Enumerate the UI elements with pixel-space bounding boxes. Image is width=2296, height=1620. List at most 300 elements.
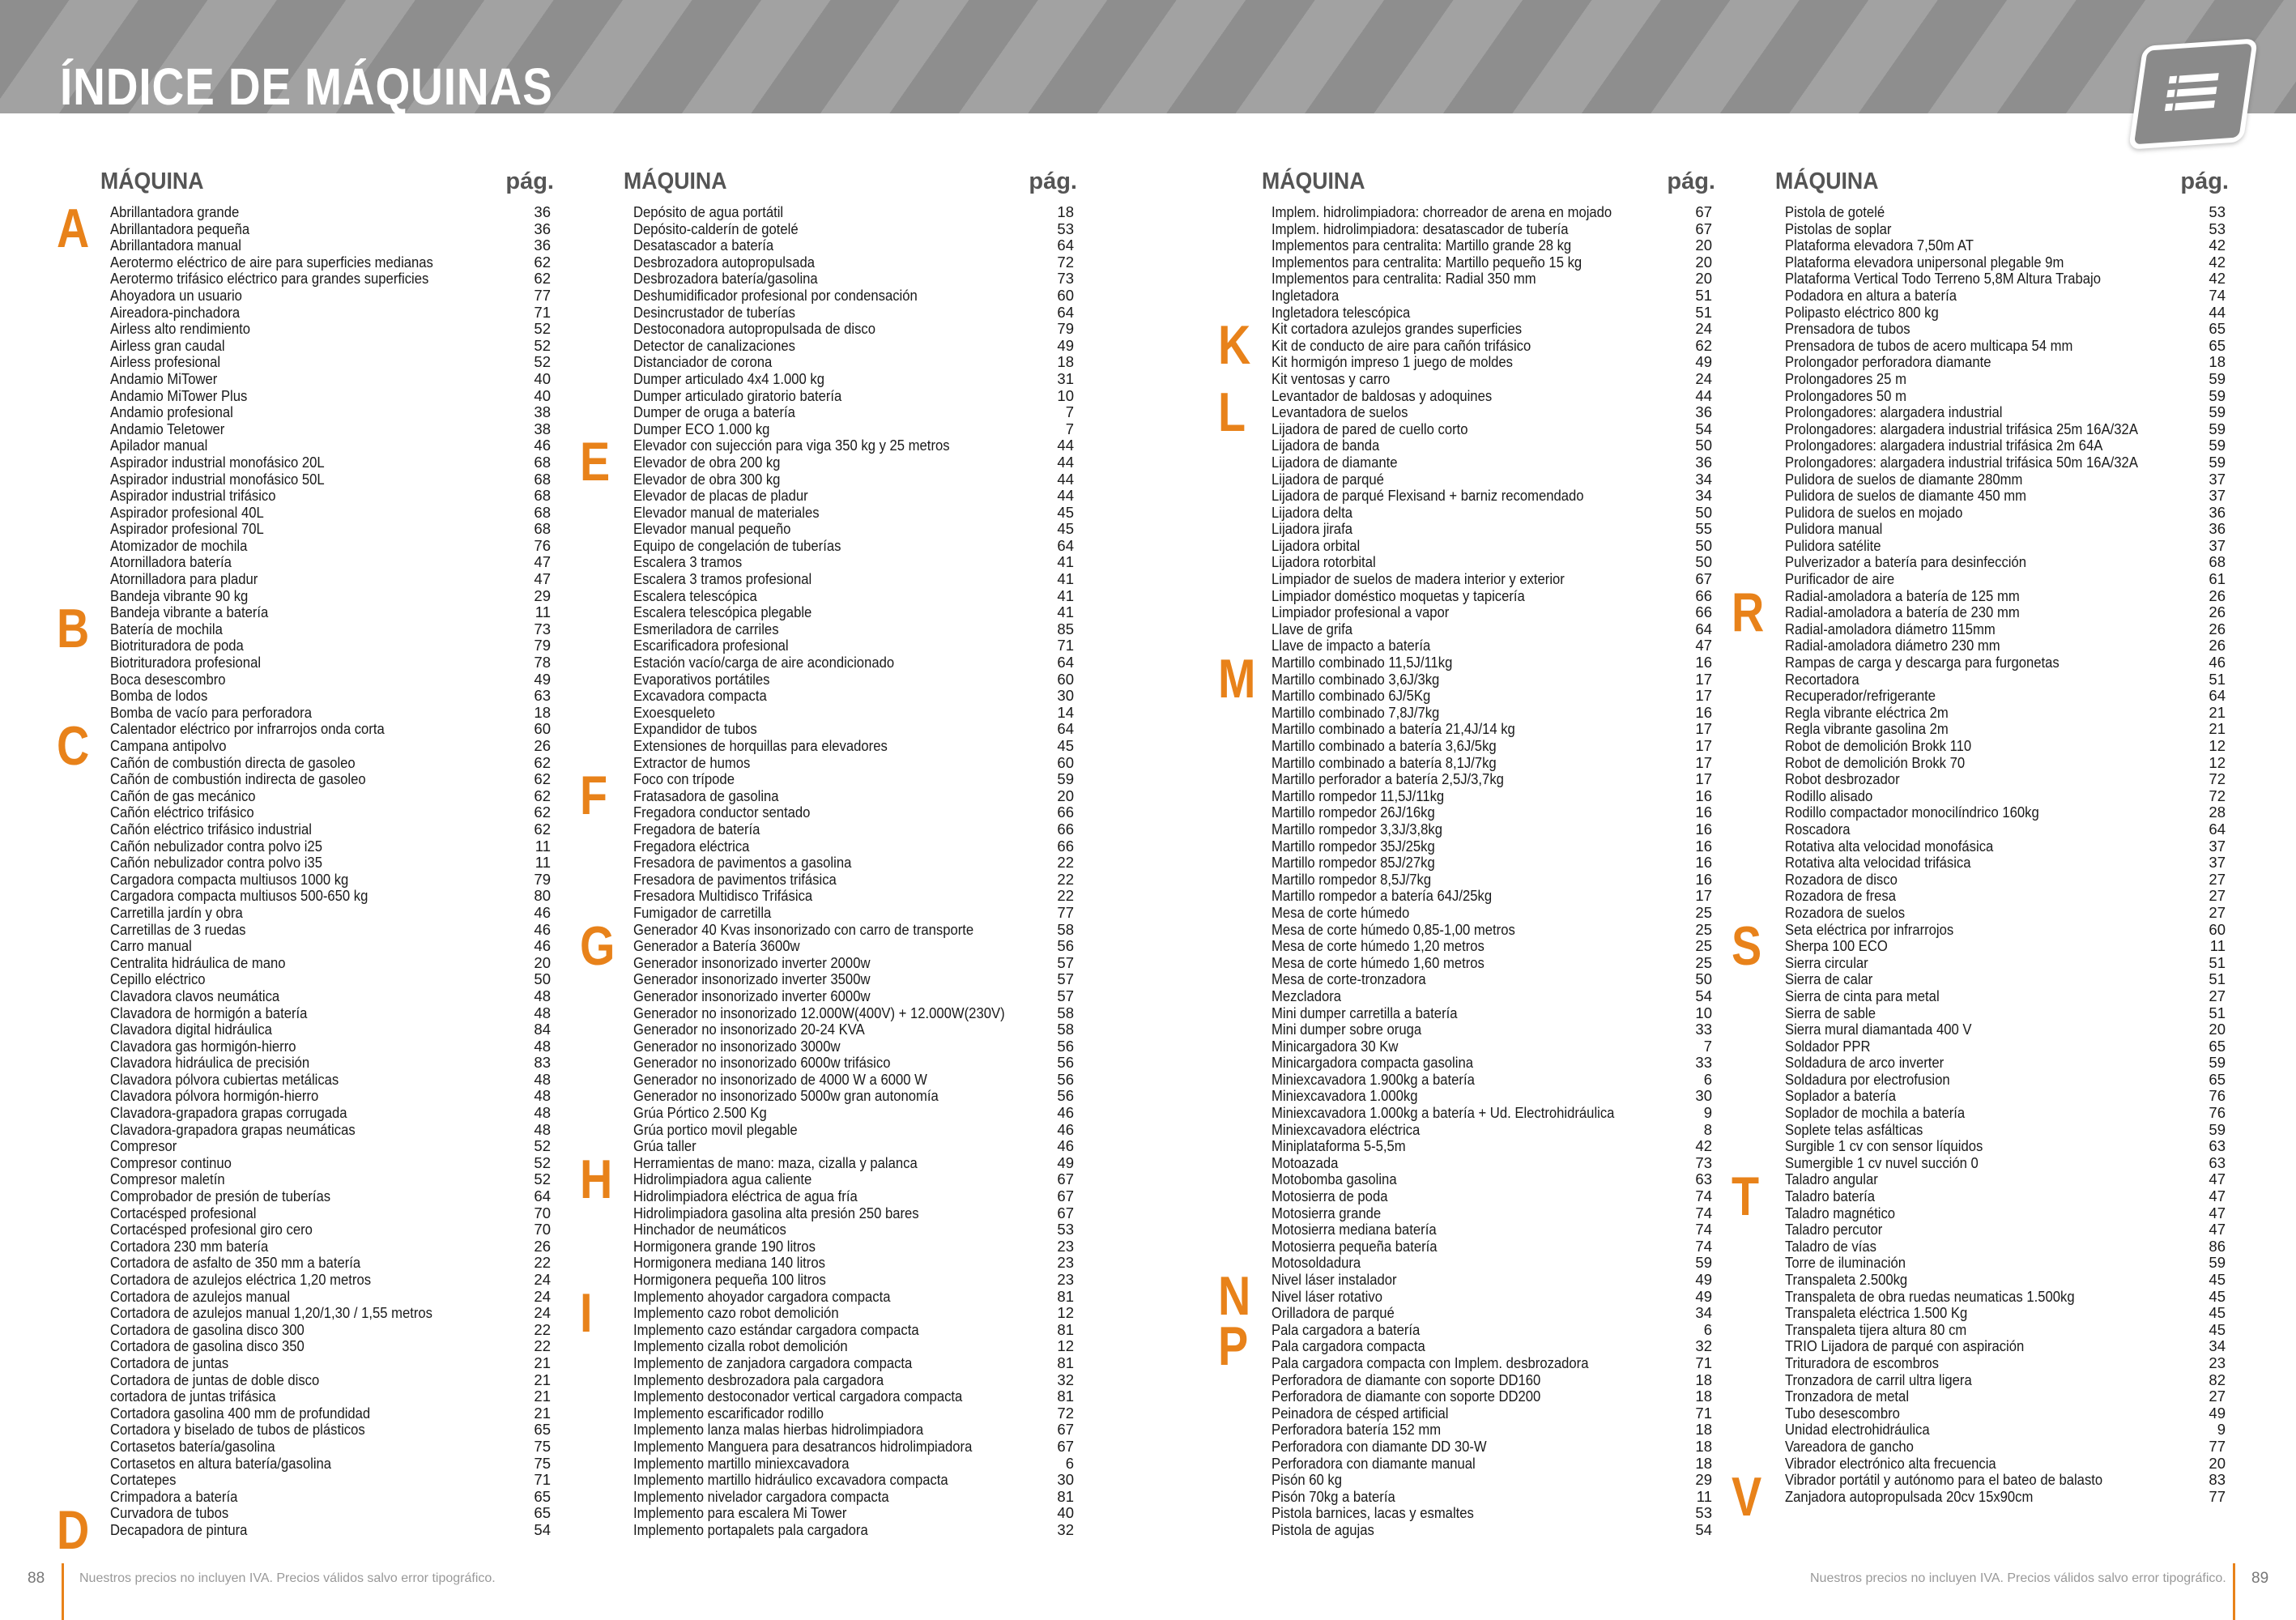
- index-entry: [1262, 1522, 1715, 1539]
- page-number: 27: [2209, 903, 2226, 921]
- page-number: 57: [1057, 987, 1074, 1004]
- machine-name: Hidrolimpiadora gasolina alta presión 250 bares: [633, 1204, 919, 1221]
- machine-name: Aerotermo eléctrico de aire para superficies medianas: [110, 253, 433, 271]
- index-entry: [100, 872, 554, 889]
- page-number: 20: [1695, 253, 1712, 271]
- page-number: 49: [534, 670, 551, 688]
- page-number: 16: [1695, 703, 1712, 721]
- machine-name: Fumigador de carretilla: [633, 903, 772, 921]
- page-number: 66: [1057, 837, 1074, 855]
- index-entry: [624, 237, 1077, 254]
- index-entry: [100, 1005, 554, 1022]
- machine-name: Dumper articulado giratorio batería: [633, 386, 842, 404]
- machine-name: Recortadora: [1785, 670, 1859, 688]
- machine-name: Motosierra pequeña batería: [1272, 1237, 1438, 1255]
- page-number: 44: [1057, 487, 1074, 505]
- machine-name: Dumper articulado 4x4 1.000 kg: [633, 369, 825, 387]
- machine-name: Sierra circular: [1785, 953, 1868, 971]
- index-entry: [624, 1405, 1077, 1422]
- index-entry: [624, 471, 1077, 488]
- index-entry: [1775, 688, 2229, 705]
- column-header: [624, 168, 1077, 204]
- machine-name: Martillo combinado 11,5J/11kg: [1272, 654, 1453, 671]
- machine-name: Motosierra mediana batería: [1272, 1221, 1437, 1238]
- section-letter-d: D: [57, 1498, 90, 1561]
- index-entry: [624, 705, 1077, 722]
- page-number: 26: [2209, 603, 2226, 621]
- page-number: 65: [2209, 1037, 2226, 1055]
- index-entry: [1775, 637, 2229, 654]
- machine-name: Generador insonorizado inverter 2000w: [633, 953, 871, 971]
- index-entry: [1262, 1472, 1715, 1489]
- machine-name: Elevador con sujección para viga 350 kg y 25 metros: [633, 437, 950, 454]
- machine-name: Polipasto eléctrico 800 kg: [1785, 303, 1939, 321]
- index-entry: [624, 1372, 1077, 1389]
- machine-name: Elevador manual de materiales: [633, 503, 820, 521]
- index-entry: [1775, 371, 2229, 388]
- page-number: 45: [2209, 1287, 2226, 1305]
- page-number: 8: [1703, 1120, 1712, 1138]
- index-entry: [100, 1038, 554, 1055]
- machine-name: Pala cargadora compacta con Implem. desbrozadora: [1272, 1354, 1589, 1371]
- machine-name: Lijadora de parqué: [1272, 470, 1384, 488]
- machine-name: Mesa de corte húmedo: [1272, 903, 1410, 921]
- machine-name: Grúa taller: [633, 1137, 696, 1155]
- index-entry: [624, 988, 1077, 1005]
- index-entry: [624, 354, 1077, 371]
- page-heading: pág.: [1667, 168, 1715, 194]
- page-number: 44: [1695, 386, 1712, 404]
- machine-name: Bandeja vibrante 90 kg: [110, 586, 249, 604]
- page-number: 23: [1057, 1254, 1074, 1272]
- index-entry: [1262, 1255, 1715, 1272]
- machine-name: TRIO Lijadora de parqué con aspiración: [1785, 1337, 2025, 1355]
- page-number: 62: [534, 787, 551, 804]
- page-number: 54: [1695, 1520, 1712, 1538]
- index-entry: [1262, 1021, 1715, 1038]
- machine-name: Calentador eléctrico por infrarrojos onda corta: [110, 720, 385, 738]
- index-entry: [1775, 1005, 2229, 1022]
- machine-name: Curvadora de tubos: [110, 1504, 229, 1522]
- machine-name: Pala cargadora compacta: [1272, 1337, 1425, 1355]
- machine-name: Cepillo eléctrico: [110, 970, 206, 988]
- page-number: 40: [534, 369, 551, 387]
- page-number: 59: [2209, 1120, 2226, 1138]
- index-entry: [100, 1522, 554, 1539]
- page-number: 44: [2209, 303, 2226, 321]
- machine-name: Rampas de carga y descarga para furgonetas: [1785, 654, 2060, 671]
- index-entry: [624, 1472, 1077, 1489]
- machine-name: Pisón 60 kg: [1272, 1471, 1343, 1489]
- index-entry: [1775, 654, 2229, 671]
- page-number: 42: [2209, 270, 2226, 288]
- page-number: 46: [534, 437, 551, 454]
- machine-name: Prensadora de tubos: [1785, 320, 1910, 338]
- page-number: 60: [1057, 286, 1074, 304]
- page-number: 64: [2209, 820, 2226, 838]
- index-entry: [100, 788, 554, 805]
- page-number: 71: [1057, 637, 1074, 654]
- section-letter-f: F: [580, 765, 608, 827]
- index-entry: [624, 1155, 1077, 1172]
- page-number: 23: [2209, 1354, 2226, 1371]
- page-number: 27: [2209, 1388, 2226, 1405]
- page-number: 12: [2209, 737, 2226, 754]
- machine-name: Cortadora de gasolina disco 300: [110, 1320, 305, 1338]
- machine-name: Miniexcavadora 1.000kg: [1272, 1087, 1418, 1105]
- page-number: 45: [1057, 520, 1074, 538]
- machine-name: Clavadora clavos neumática: [110, 987, 280, 1004]
- page-number: 58: [1057, 1021, 1074, 1038]
- page-number: 32: [1057, 1371, 1074, 1388]
- index-entry: [624, 721, 1077, 738]
- page-number: 60: [1057, 670, 1074, 688]
- page-number: 24: [534, 1287, 551, 1305]
- page-number: 65: [534, 1421, 551, 1439]
- page-number: 64: [534, 1187, 551, 1205]
- page-number: 32: [1057, 1520, 1074, 1538]
- page-number: 18: [1695, 1371, 1712, 1388]
- index-entry: [1262, 321, 1715, 338]
- machine-name: Rotativa alta velocidad monofásica: [1785, 837, 1994, 855]
- machine-name: Peinadora de césped artificial: [1272, 1404, 1449, 1422]
- page-number: 49: [1695, 1287, 1712, 1305]
- index-entry: [1775, 621, 2229, 638]
- machine-name: Prolongador perforadora diamante: [1785, 353, 1991, 371]
- index-entry: [1262, 905, 1715, 922]
- page-number: 58: [1057, 920, 1074, 938]
- page-number: 74: [1695, 1237, 1712, 1255]
- page-number: 40: [534, 386, 551, 404]
- index-entry: [1775, 321, 2229, 338]
- machine-name: Hormigonera mediana 140 litros: [633, 1254, 825, 1272]
- index-entry: [1775, 338, 2229, 355]
- machine-name: Clavadora pólvora hormigón-hierro: [110, 1087, 319, 1105]
- page-number: 47: [2209, 1204, 2226, 1221]
- page-number: 16: [1695, 837, 1712, 855]
- index-entry: [100, 338, 554, 355]
- index-entry: [624, 1021, 1077, 1038]
- machine-name: Clavadora-grapadora grapas neumáticas: [110, 1120, 356, 1138]
- page-number: 57: [1057, 970, 1074, 988]
- page-number: 45: [2209, 1271, 2226, 1288]
- page-number: 51: [2209, 953, 2226, 971]
- index-entry: [1262, 388, 1715, 405]
- index-entry: [624, 488, 1077, 505]
- index-entry: [1775, 1489, 2229, 1506]
- page-number: 34: [1695, 470, 1712, 488]
- index-entry: [1262, 621, 1715, 638]
- machine-name: Rozadora de fresa: [1785, 887, 1896, 905]
- machine-name: Lijadora de pared de cuello corto: [1272, 420, 1468, 437]
- machine-name: Lijadora jirafa: [1272, 520, 1352, 538]
- page-number: 46: [2209, 654, 2226, 671]
- index-column-4: [1732, 168, 2229, 1528]
- index-entry: [1775, 488, 2229, 505]
- page-number: 10: [1057, 386, 1074, 404]
- machine-name: Generador no insonorizado 5000w gran autonomía: [633, 1087, 939, 1105]
- page-number: 17: [1695, 887, 1712, 905]
- machine-name: Aireadora-pinchadora: [110, 303, 241, 321]
- index-entry: [100, 588, 554, 605]
- index-entry: [1775, 421, 2229, 438]
- page-number: 12: [1057, 1337, 1074, 1355]
- machine-name: Limpiador doméstico moquetas y tapicería: [1272, 586, 1525, 604]
- machine-name: Extractor de humos: [633, 753, 751, 771]
- index-entry: [1262, 254, 1715, 271]
- page-number: 50: [1695, 437, 1712, 454]
- index-entry: [624, 305, 1077, 322]
- machine-name: Cortadora de gasolina disco 350: [110, 1337, 305, 1355]
- page-number: 77: [534, 286, 551, 304]
- section-letter-a: A: [57, 198, 90, 259]
- index-entry: [1775, 604, 2229, 621]
- machine-name: Pulidora de suelos de diamante 280mm: [1785, 470, 2023, 488]
- machine-name: Implemento ahoyador cargadora compacta: [633, 1287, 891, 1305]
- index-entry: [100, 988, 554, 1005]
- page-number: 18: [1695, 1388, 1712, 1405]
- page-number: 29: [1695, 1471, 1712, 1489]
- index-entry: [624, 1188, 1077, 1205]
- page-number: 16: [1695, 654, 1712, 671]
- index-entry: [1262, 1072, 1715, 1089]
- index-entry: [1775, 1171, 2229, 1188]
- page-number: 12: [1057, 1304, 1074, 1322]
- index-entry: [100, 621, 554, 638]
- index-entry: [1775, 1055, 2229, 1072]
- column-header: [1775, 168, 2229, 204]
- machine-name: Martillo combinado 6J/5Kg: [1272, 687, 1431, 705]
- index-entry: [100, 1338, 554, 1355]
- index-entry: [624, 905, 1077, 922]
- section-letter-c: C: [57, 714, 90, 777]
- machine-name: Desatascador a batería: [633, 237, 774, 254]
- machine-name: Ahoyadora un usuario: [110, 286, 242, 304]
- machine-name: Implemento nivelador cargadora compacta: [633, 1487, 889, 1505]
- page-number: 7: [1065, 420, 1074, 437]
- index-entry: [624, 755, 1077, 772]
- index-entry: [624, 1055, 1077, 1072]
- page-number: 75: [534, 1454, 551, 1472]
- machine-name: Martillo combinado 7,8J/7kg: [1272, 703, 1440, 721]
- index-entry: [100, 237, 554, 254]
- machine-name: Pulidora satélite: [1785, 536, 1881, 554]
- page-number: 68: [534, 503, 551, 521]
- index-entry: [1775, 588, 2229, 605]
- section-letter-g: G: [580, 914, 616, 977]
- index-entry: [1775, 738, 2229, 755]
- index-entry: [1262, 1355, 1715, 1372]
- page-number: 47: [2209, 1221, 2226, 1238]
- index-entry: [624, 872, 1077, 889]
- machine-name: Boca desescombro: [110, 670, 226, 688]
- page-number: 79: [534, 637, 551, 654]
- machine-name: Minicargadora compacta gasolina: [1272, 1054, 1473, 1072]
- index-entry: [624, 1422, 1077, 1439]
- page-number: 83: [534, 1054, 551, 1072]
- page-number: 14: [1057, 703, 1074, 721]
- page-number: 41: [1057, 586, 1074, 604]
- machine-name: Motosierra grande: [1272, 1204, 1382, 1221]
- machine-name: Ingletadora telescópica: [1272, 303, 1411, 321]
- machine-name: Generador no insonorizado 20-24 KVA: [633, 1021, 865, 1038]
- page-number: 54: [534, 1520, 551, 1538]
- machine-name: Cargadora compacta multiusos 500-650 kg: [110, 887, 368, 905]
- section-letter-h: H: [580, 1149, 613, 1211]
- machine-name: Desbrozadora autopropulsada: [633, 253, 816, 271]
- machine-name: Grúa portico movil plegable: [633, 1120, 798, 1138]
- page-number: 22: [1057, 854, 1074, 872]
- machine-name: Prolongadores: alargadera industrial trifásica 50m 16A/32A: [1785, 453, 2138, 471]
- index-entry: [1262, 872, 1715, 889]
- section-letter-p: P: [1218, 1315, 1249, 1378]
- page-number: 36: [1695, 453, 1712, 471]
- machine-name: Transpaleta tijera altura 80 cm: [1785, 1320, 1967, 1338]
- index-entry: [100, 821, 554, 838]
- section-letter-t: T: [1732, 1165, 1760, 1227]
- machine-name: Kit cortadora azulejos grandes superficies: [1272, 320, 1523, 338]
- page-number: 62: [534, 753, 551, 771]
- index-entry: [1775, 1422, 2229, 1439]
- machine-name: Prolongadores: alargadera industrial trifásica 25m 16A/32A: [1785, 420, 2138, 437]
- footer-divider-right: [2233, 1563, 2235, 1620]
- index-entry: [1775, 1255, 2229, 1272]
- page-number: 24: [534, 1271, 551, 1288]
- page-number: 26: [2209, 586, 2226, 604]
- machine-name: Excavadora compacta: [633, 687, 767, 705]
- index-entry: [100, 1405, 554, 1422]
- index-entry: [1262, 371, 1715, 388]
- index-entry: [624, 1005, 1077, 1022]
- index-entry: [1262, 971, 1715, 988]
- machine-name: Atornilladora batería: [110, 553, 232, 571]
- page-number: 67: [1695, 203, 1712, 220]
- index-entry: [100, 521, 554, 538]
- index-entry: [100, 1272, 554, 1289]
- entry-list: [1262, 204, 1715, 1539]
- index-entry: [624, 955, 1077, 972]
- index-entry: [624, 1205, 1077, 1222]
- page-number: 76: [2209, 1087, 2226, 1105]
- page-number: 65: [534, 1487, 551, 1505]
- index-entry: [1775, 905, 2229, 922]
- page-number: 48: [534, 1120, 551, 1138]
- index-entry: [624, 855, 1077, 872]
- index-entry: [1775, 505, 2229, 522]
- index-entry: [100, 1188, 554, 1205]
- index-entry: [100, 1021, 554, 1038]
- machine-name: Limpiador de suelos de madera interior y exterior: [1272, 570, 1565, 588]
- page-number: 64: [2209, 687, 2226, 705]
- page-number: 51: [2209, 670, 2226, 688]
- page-number: 9: [1703, 1104, 1712, 1122]
- index-entry: [100, 488, 554, 505]
- machine-name: Recuperador/refrigerante: [1785, 687, 1936, 705]
- index-entry: [1775, 521, 2229, 538]
- entry-list: [1775, 204, 2229, 1505]
- machine-name: Transpaleta eléctrica 1.500 Kg: [1785, 1304, 1968, 1322]
- index-entry: [1262, 471, 1715, 488]
- machine-name: Mesa de corte húmedo 0,85-1,00 metros: [1272, 920, 1515, 938]
- page-number: 11: [535, 854, 551, 872]
- index-entry: [624, 621, 1077, 638]
- index-entry: [624, 271, 1077, 288]
- machine-name: Campana antipolvo: [110, 737, 227, 754]
- page-number: 72: [2209, 787, 2226, 804]
- index-entry: [1775, 221, 2229, 238]
- machine-name: Herramientas de mano: maza, cizalla y palanca: [633, 1153, 918, 1171]
- page-number: 48: [534, 1004, 551, 1021]
- page-number: 64: [1057, 654, 1074, 671]
- machine-name: Andamio Teletower: [110, 420, 225, 437]
- page-number: 57: [1057, 953, 1074, 971]
- page-number: 66: [1057, 820, 1074, 838]
- index-entry: [100, 221, 554, 238]
- index-entry: [1262, 755, 1715, 772]
- machine-name: Pisón 70kg a batería: [1272, 1487, 1395, 1505]
- page-number: 59: [1057, 770, 1074, 788]
- page-number: 67: [1057, 1421, 1074, 1439]
- page-number: 52: [534, 320, 551, 338]
- machine-name: Dumper de oruga a batería: [633, 403, 795, 421]
- index-entry: [1262, 738, 1715, 755]
- machine-name: Implemento destoconador vertical cargadora compacta: [633, 1388, 963, 1405]
- machine-name: Vibrador portátil y autónomo para el bateo de balasto: [1785, 1471, 2103, 1489]
- machine-name: Escarificadora profesional: [633, 637, 789, 654]
- machine-name: Ingletadora: [1272, 286, 1340, 304]
- index-entry: [1262, 1439, 1715, 1456]
- index-entry: [100, 705, 554, 722]
- index-entry: [1262, 1388, 1715, 1405]
- index-entry: [1262, 821, 1715, 838]
- index-entry: [624, 688, 1077, 705]
- machine-name: Cortadora de azulejos manual 1,20/1,30 / 1,55 metros: [110, 1304, 432, 1322]
- index-entry: [1775, 1088, 2229, 1105]
- index-entry: [1775, 1221, 2229, 1238]
- index-entry: [1262, 1188, 1715, 1205]
- machine-name: Tronzadora de metal: [1785, 1388, 1910, 1405]
- machine-name: Implemento desbrozadora pala cargadora: [633, 1371, 884, 1388]
- page-number: 22: [1057, 887, 1074, 905]
- entry-list: [100, 204, 554, 1539]
- index-entry: [100, 604, 554, 621]
- page-number: 68: [534, 487, 551, 505]
- machine-name: Exoesqueleto: [633, 703, 715, 721]
- page-number: 47: [534, 553, 551, 571]
- page-number: 47: [2209, 1170, 2226, 1188]
- machine-name: Mesa de corte-tronzadora: [1272, 970, 1426, 988]
- machine-name: Implementos para centralita: Martillo grande 28 kg: [1272, 237, 1572, 254]
- page-number: 30: [1695, 1087, 1712, 1105]
- page-number: 79: [534, 870, 551, 888]
- machine-name: Perforadora de diamante con soporte DD200: [1272, 1388, 1541, 1405]
- machine-name: Implem. hidrolimpiadora: desatascador de tubería: [1272, 220, 1569, 237]
- page-number: 16: [1695, 870, 1712, 888]
- index-entry: [1775, 471, 2229, 488]
- index-entry: [100, 538, 554, 555]
- index-entry: [100, 371, 554, 388]
- index-entry: [624, 554, 1077, 571]
- page-number: 46: [1057, 1137, 1074, 1155]
- page-number: 16: [1695, 820, 1712, 838]
- index-entry: [100, 321, 554, 338]
- index-entry: [1262, 1221, 1715, 1238]
- index-entry: [1262, 1005, 1715, 1022]
- machine-name: Rozadora de disco: [1785, 870, 1898, 888]
- machine-name: Pistola de agujas: [1272, 1520, 1374, 1538]
- index-entry: [1775, 1205, 2229, 1222]
- machine-name: Equipo de congelación de tuberías: [633, 536, 841, 554]
